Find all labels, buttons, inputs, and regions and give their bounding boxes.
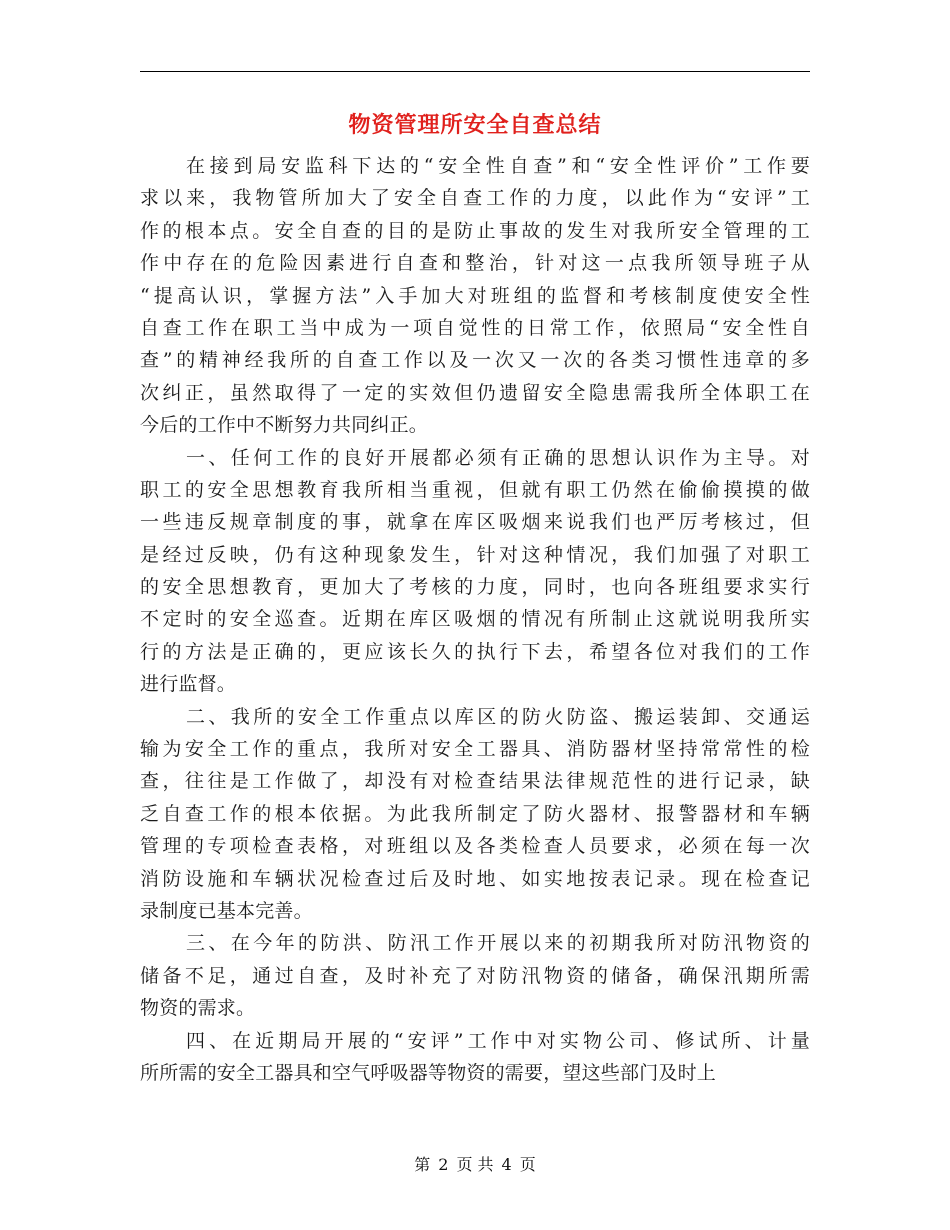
footer-prefix: 第: [414, 1155, 431, 1174]
paragraph-line: 是经过反映，仍有这种现象发生，针对这种情况，我们加强了对职工: [140, 543, 810, 566]
document-body: [140, 150, 810, 1089]
footer-total-pages: 4: [501, 1155, 512, 1174]
paragraph-line: 作中存在的危险因素进行自查和整治，针对这一点我所领导班子从: [140, 252, 810, 275]
paragraph-line: 行的方法是正确的，更应该长久的执行下去，希望各位对我们的工作: [140, 640, 810, 663]
footer-page-number: 2: [438, 1155, 449, 1174]
paragraph-line: 查”的精神经我所的自查工作以及一次又一次的各类习惯性违章的多: [140, 349, 810, 372]
paragraph-line: 物资的需求。: [140, 997, 256, 1020]
paragraph-line: 不定时的安全巡查。近期在库区吸烟的情况有所制止这就说明我所实: [140, 608, 810, 631]
paragraph-line: 职工的安全思想教育我所相当重视，但就有职工仍然在偷偷摸摸的做: [140, 478, 810, 501]
paragraph-line: 所所需的安全工器具和空气呼吸器等物资的需要，望这些部门及时上: [140, 1061, 717, 1084]
paragraph-line: 自查工作在职工当中成为一项自觉性的日常工作，依照局“安全性自: [140, 316, 810, 339]
footer-suffix: 页: [519, 1155, 536, 1174]
paragraph-line: 乏自查工作的根本依据。为此我所制定了防火器材、报警器材和车辆: [140, 802, 810, 825]
page-footer: [0, 1152, 950, 1175]
paragraph-line: 录制度已基本完善。: [140, 899, 313, 922]
paragraph-line: 今后的工作中不断努力共同纠正。: [140, 414, 429, 437]
paragraph-line: 一些违反规章制度的事，就拿在库区吸烟来说我们也严厉考核过，但: [140, 511, 810, 534]
paragraph-line: 三、在今年的防洪、防汛工作开展以来的初期我所对防汛物资的: [186, 932, 810, 955]
header-rule: [140, 71, 810, 72]
paragraph-line: 消防设施和车辆状况检查过后及时地、如实地按表记录。现在检查记: [140, 867, 810, 890]
footer-middle: 页 共: [456, 1155, 494, 1174]
paragraph-line: 查，往往是工作做了，却没有对检查结果法律规范性的进行记录，缺: [140, 770, 810, 793]
document-title: 物资管理所安全自查总结: [348, 113, 602, 138]
paragraph-line: 四、在近期局开展的“安评”工作中对实物公司、修试所、计量: [186, 1029, 810, 1052]
paragraph-line: 在接到局安监科下达的“安全性自查”和“安全性评价”工作要: [186, 155, 810, 177]
paragraph-line: 进行监督。: [140, 673, 237, 696]
paragraph-line: 输为安全工作的重点，我所对安全工器具、消防器材坚持常常性的检: [140, 738, 810, 761]
paragraph-line: 作的根本点。安全自查的目的是防止事故的发生对我所安全管理的工: [140, 219, 810, 242]
paragraph-line: 管理的专项检查表格，对班组以及各类检查人员要求，必须在每一次: [140, 835, 810, 858]
paragraph-line: “提高认识，掌握方法”入手加大对班组的监督和考核制度使安全性: [140, 284, 810, 307]
paragraph-line: 的安全思想教育，更加大了考核的力度，同时，也向各班组要求实行: [140, 576, 810, 599]
paragraph-line: 一、任何工作的良好开展都必须有正确的思想认识作为主导。对: [186, 446, 810, 469]
paragraph-line: 求以来，我物管所加大了安全自查工作的力度，以此作为“安评”工: [140, 187, 810, 210]
paragraph-line: 次纠正，虽然取得了一定的实效但仍遗留安全隐患需我所全体职工在: [140, 381, 810, 404]
paragraph-line: 储备不足，通过自查，及时补充了对防汛物资的储备，确保汛期所需: [140, 964, 810, 987]
paragraph-line: 二、我所的安全工作重点以库区的防火防盗、搬运装卸、交通运: [186, 705, 810, 728]
